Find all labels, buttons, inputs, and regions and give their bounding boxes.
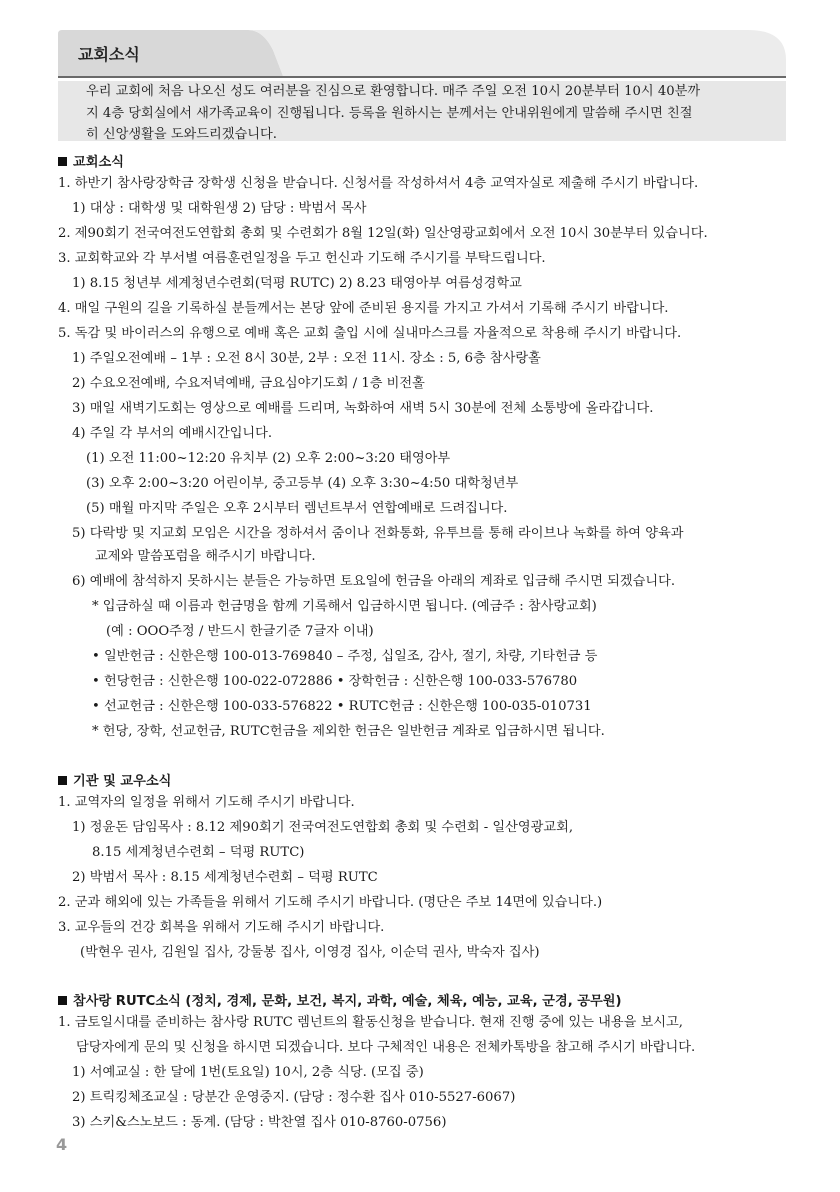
news-line: • 선교헌금 : 신한은행 100-033-576822 • RUTC헌금 : 신한은행 100-035-010731 (92, 699, 592, 714)
news-line: 교제와 말씀포럼을 해주시기 바랍니다. (95, 549, 316, 564)
rutc-line: 2) 트릭킹체조교실 : 당분간 운영중지. (담당 : 정수환 집사 010-5527-6067) (72, 1090, 516, 1105)
agencies-line: 2. 군과 해외에 있는 가족들을 위해서 기도해 주시기 바랍니다. (명단은 주보 14면에 있습니다.) (58, 895, 603, 910)
section-title-rutc: 참사랑 RUTC소식 (정치, 경제, 문화, 보건, 복지, 과학, 예술, 체육, 예능, 교육, 군경, 공무원) (58, 990, 622, 1009)
news-line: 1) 8.15 청년부 세계청년수련회(덕평 RUTC) 2) 8.23 태영아부 여름성경학교 (72, 276, 522, 291)
rutc-line: 3) 스키&스노보드 : 동계. (담당 : 박찬열 집사 010-8760-0756) (72, 1115, 447, 1130)
rutc-line: 1) 서예교실 : 한 달에 1번(토요일) 10시, 2층 식당. (모집 중) (72, 1065, 424, 1080)
square-bullet-icon (58, 776, 67, 785)
news-line: * 입금하실 때 이름과 헌금명을 함께 기록해서 입금하시면 됩니다. (예금주 : 참사랑교회) (92, 599, 597, 614)
news-line: 3) 매일 새벽기도회는 영상으로 예배를 드리며, 녹화하여 새벽 5시 30분에 전체 소통방에 올라갑니다. (72, 401, 654, 416)
news-line: 4) 주일 각 부서의 예배시간입니다. (72, 426, 273, 441)
agencies-line: 3. 교우들의 건강 회복을 위해서 기도해 주시기 바랍니다. (58, 920, 385, 935)
news-line: 5) 다락방 및 지교회 모임은 시간을 정하셔서 줌이나 전화통화, 유투브를 통해 라이브나 녹화를 하여 양육과 (72, 526, 684, 541)
news-line: (1) 오전 11:00~12:20 유치부 (2) 오후 2:00~3:20 태영아부 (86, 451, 451, 466)
agencies-line: 2) 박범서 목사 : 8.15 세계청년수련회 – 덕평 RUTC (72, 870, 378, 885)
news-line: 1) 주일오전예배 – 1부 : 오전 8시 30분, 2부 : 오전 11시. 장소 : 5, 6층 참사랑홀 (72, 351, 541, 366)
agencies-line: 1) 정윤돈 담임목사 : 8.12 제90회기 전국여전도연합회 총회 및 수련회 - 일산영광교회, (72, 820, 574, 835)
news-line: 6) 예배에 참석하지 못하시는 분들은 가능하면 토요일에 헌금을 아래의 계좌로 입금해 주시면 되겠습니다. (72, 574, 676, 589)
section-title-news: 교회소식 (58, 151, 124, 170)
news-line: 2. 제90회기 전국여전도연합회 총회 및 수련회가 8월 12일(화) 일산영광교회에서 오전 10시 30분부터 있습니다. (58, 226, 708, 241)
section-header (58, 30, 786, 78)
news-line: 1. 하반기 참사랑장학금 장학생 신청을 받습니다. 신청서를 작성하셔서 4층 교역자실로 제출해 주시기 바랍니다. (58, 176, 699, 191)
news-line: 1) 대상 : 대학생 및 대학원생 2) 담당 : 박범서 목사 (72, 201, 367, 216)
news-line: • 일반헌금 : 신한은행 100-013-769840 – 주정, 십일조, 감사, 절기, 차량, 기타헌금 등 (92, 649, 598, 664)
news-line: (5) 매월 마지막 주일은 오후 2시부터 렘넌트부서 연합예배로 드려집니다. (86, 501, 508, 516)
news-line: 4. 매일 구원의 길을 기록하실 분들께서는 본당 앞에 준비된 용지를 가지고 가셔서 기록해 주시기 바랍니다. (58, 301, 669, 316)
news-line: 3. 교회학교와 각 부서별 여름훈련일정을 두고 헌신과 기도해 주시기를 부탁드립니다. (58, 251, 546, 266)
news-line: 5. 독감 및 바이러스의 유행으로 예배 혹은 교회 출입 시에 실내마스크를 자율적으로 착용해 주시기 바랍니다. (58, 326, 682, 341)
rutc-line: 1. 금토일시대를 준비하는 참사랑 RUTC 렘넌트의 활동신청을 받습니다. 현재 진행 중에 있는 내용을 보시고, (58, 1015, 683, 1030)
agencies-line: 1. 교역자의 일정을 위해서 기도해 주시기 바랍니다. (58, 795, 355, 810)
welcome-line: 히 신앙생활을 도와드리겠습니다. (86, 127, 277, 142)
news-line: (예 : OOO주정 / 반드시 한글기준 7글자 이내) (106, 624, 374, 639)
section-title-agencies: 기관 및 교우소식 (58, 770, 171, 789)
welcome-line: 지 4층 당회실에서 새가족교육이 진행됩니다. 등록을 원하시는 분께서는 안내위원에게 말씀해 주시면 친절 (86, 105, 693, 121)
square-bullet-icon (58, 996, 67, 1005)
agencies-line: 8.15 세계청년수련회 – 덕평 RUTC) (92, 845, 305, 860)
news-line: 2) 수요오전예배, 수요저녁예배, 금요심야기도회 / 1층 비전홀 (72, 376, 425, 391)
rutc-line: 담당자에게 문의 및 신청을 하시면 되겠습니다. 보다 구체적인 내용은 전체카톡방을 참고해 주시기 바랍니다. (76, 1040, 696, 1055)
news-line: (3) 오후 2:00~3:20 어린이부, 중고등부 (4) 오후 3:30~4:50 대학청년부 (86, 476, 519, 491)
welcome-line: 우리 교회에 처음 나오신 성도 여러분을 진심으로 환영합니다. 매주 주일 오전 10시 20분부터 10시 40분까 (86, 84, 701, 99)
news-line: • 헌당헌금 : 신한은행 100-022-072886 • 장학헌금 : 신한은행 100-033-576780 (92, 674, 578, 689)
agencies-line: (박현우 권사, 김원일 집사, 강둘봉 집사, 이영경 집사, 이순덕 권사, 박숙자 집사) (80, 945, 540, 960)
news-line: * 헌당, 장학, 선교헌금, RUTC헌금을 제외한 헌금은 일반헌금 계좌로 입금하시면 됩니다. (92, 724, 605, 739)
welcome-box (58, 81, 786, 141)
square-bullet-icon (58, 157, 67, 166)
header-title: 교회소식 (78, 45, 140, 64)
header-tab-shape (58, 30, 786, 78)
page-number: 4 (56, 1135, 68, 1154)
